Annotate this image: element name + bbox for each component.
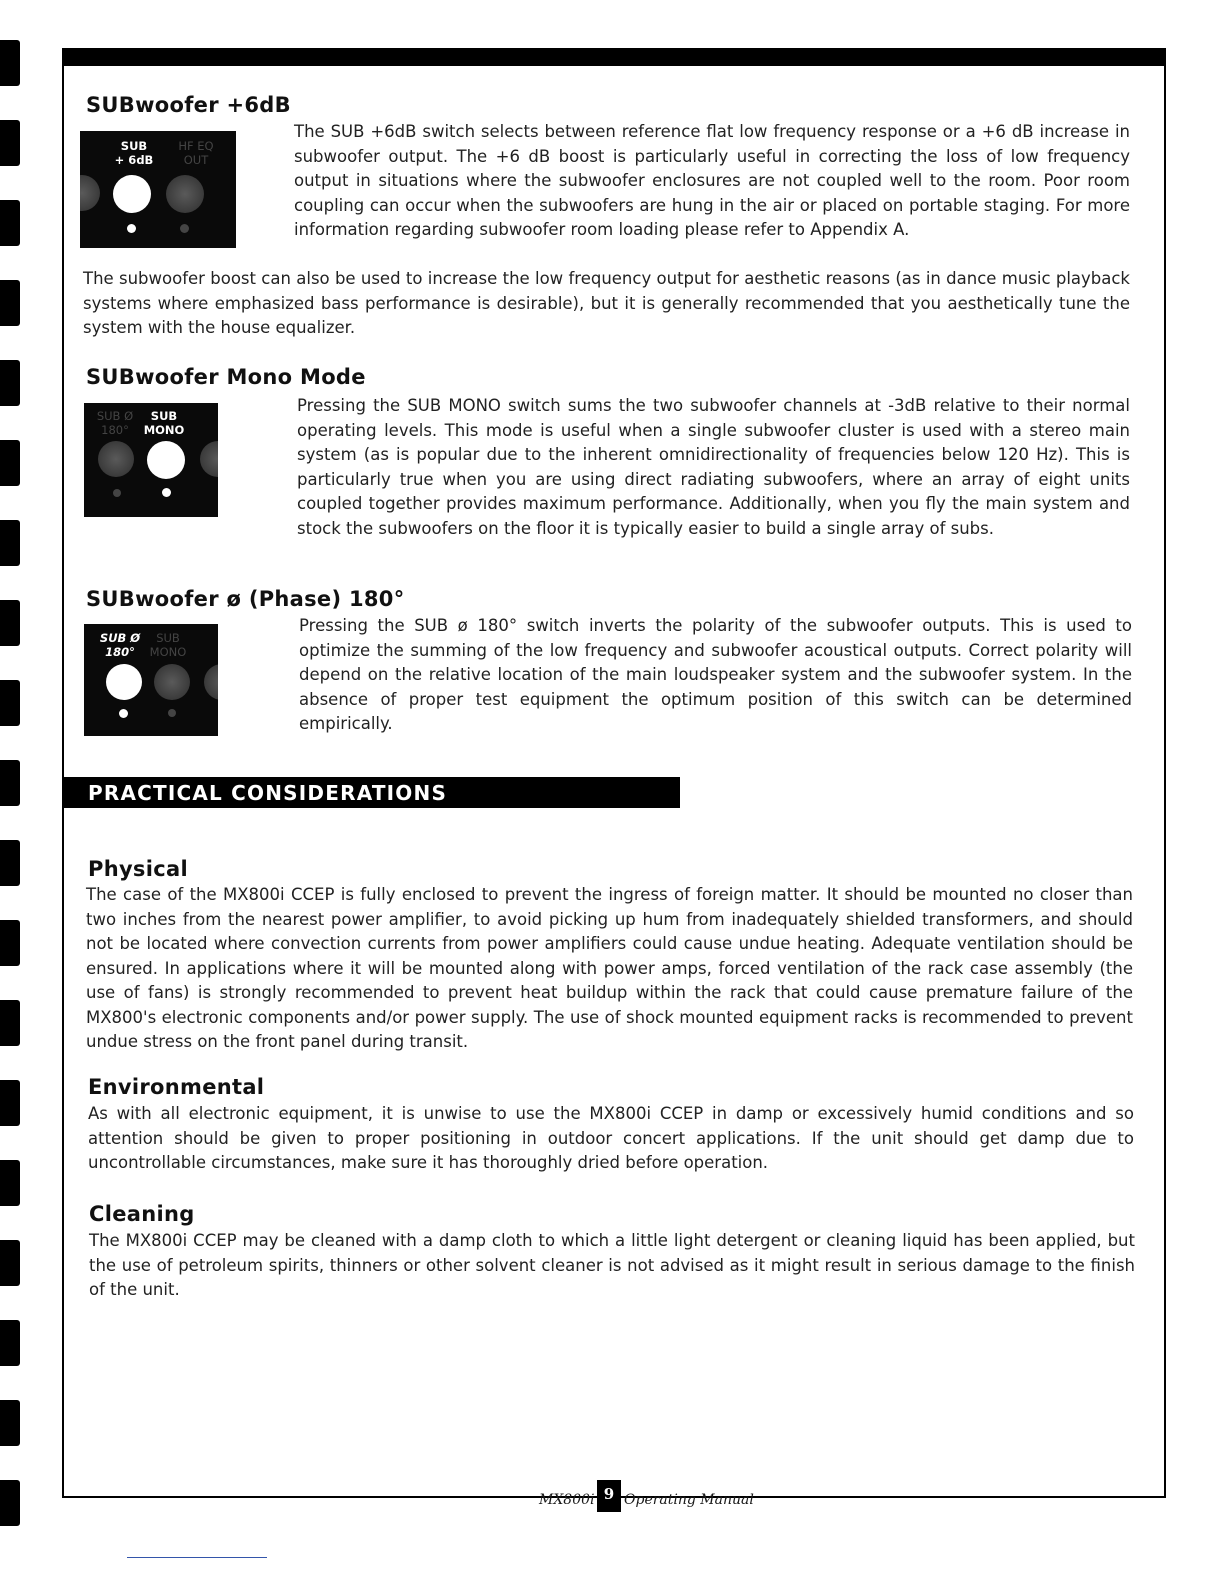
- led-indicator-icon: [119, 709, 128, 718]
- heading-physical: Physical: [88, 857, 188, 881]
- switch-knob-icon: [147, 441, 185, 479]
- banner-title: PRACTICAL CONSIDERATIONS: [88, 781, 448, 805]
- panel-label-dim: 180°: [101, 423, 129, 437]
- heading-cleaning: Cleaning: [89, 1202, 195, 1226]
- switch-knob-icon: [80, 175, 100, 211]
- heading-sub-phase: SUBwoofer ø (Phase) 180°: [86, 587, 405, 611]
- switch-knob-icon: [154, 664, 190, 700]
- switch-knob-icon: [200, 441, 218, 477]
- panel-label-dim: MONO: [149, 645, 187, 659]
- switch-knob-icon: [98, 441, 134, 477]
- panel-label: 180°: [105, 645, 135, 659]
- panel-label-dim: HF EQ: [178, 139, 214, 153]
- physical-paragraph: The case of the MX800i CCEP is fully enclosed to prevent the ingress of foreign matter. It should be mounted no closer than two inches from the nearest power amplifier, to avoid picking up hum from inadequately shielded transformers, and should not be located where convection currents from power amplifiers could cause undue heating. Adequate ventilation should be ensured. In applications where it will be mounted along with power amps, forced ventilation of the rack case assembly (the use of fans) is strongly recommended to prevent heat buildup within the rack that could cause premature failure of the MX800's electronic components and/or power supply. The use of shock mounted equipment racks is recommended to prevent undue stress on the front panel during transit.: [86, 885, 1133, 1051]
- led-indicator-icon: [162, 488, 171, 497]
- sub-mono-paragraph: Pressing the SUB MONO switch sums the two subwoofer channels at -3dB relative to their normal operating levels. This mode is useful when a single subwoofer cluster is used with a stereo main system (as is popular due to the inherent omnidirectionality of frequencies below 120 Hz). This is particularly true when you are using direct radiating subwoofers, where an array of eight units coupled together provides maximum performance. Additionally, when you fly the main system and stock the subwoofers on the floor it is typically easier to build a single array of subs.: [297, 396, 1130, 538]
- footer-model: MX800i: [539, 1492, 595, 1508]
- footer-manual-title: Operating Manual: [624, 1492, 754, 1508]
- panel-label: MONO: [143, 423, 185, 437]
- sub-6db-paragraph: The SUB +6dB switch selects between reference flat low frequency response or a +6 dB increase in subwoofer output. The +6 dB boost is particularly useful in correcting the loss of low frequency output in situations where the subwoofer enclosures are not coupled well to the room. Poor room coupling can occur when the subwoofers are hung in the air or placed on portable staging. For more information regarding subwoofer room loading please refer to Appendix A.: [294, 122, 1130, 239]
- sub-mono-panel-image: [84, 403, 218, 517]
- sub-6db-panel-image: [80, 131, 236, 248]
- switch-knob-icon: [166, 175, 204, 213]
- section-banner: [62, 777, 680, 808]
- panel-label-dim: SUB Ø: [96, 409, 134, 423]
- page-footer: [0, 1480, 1224, 1520]
- led-indicator-icon: [180, 224, 189, 233]
- heading-sub-6db: SUBwoofer +6dB: [86, 93, 291, 117]
- panel-label-dim: SUB: [156, 631, 180, 645]
- page-number: 9: [597, 1480, 621, 1512]
- switch-knob-icon: [106, 664, 142, 700]
- sub-phase-paragraph: Pressing the SUB ø 180° switch inverts the polarity of the subwoofer outputs. This is used to optimize the summing of the low frequency and subwoofer acoustical outputs. Correct polarity will depend on the relative location of the main loudspeaker system and the subwoofer system. In the absence of proper test equipment the optimum position of this switch can be determined empirically.: [299, 616, 1132, 733]
- led-indicator-icon: [168, 709, 176, 717]
- panel-label: SUB: [120, 139, 148, 153]
- panel-label: SUB: [150, 409, 178, 423]
- scan-underline: [127, 1557, 267, 1558]
- switch-knob-icon: [113, 175, 151, 213]
- led-indicator-icon: [113, 489, 121, 497]
- panel-label: + 6dB: [114, 153, 154, 167]
- sub-phase-panel-image: [84, 624, 218, 736]
- binding-holes: [0, 30, 22, 1550]
- sub-6db-paragraph-2: The subwoofer boost can also be used to increase the low frequency output for aesthetic reasons (as in dance music playback systems where emphasized bass performance is desirable), but it is generally recommended that you aesthetically tune the system with the house equalizer.: [83, 269, 1130, 337]
- cleaning-paragraph: The MX800i CCEP may be cleaned with a damp cloth to which a little light detergent or cleaning liquid has been applied, but the use of petroleum spirits, thinners or other solvent cleaner is not advised as it might result in serious damage to the finish of the unit.: [89, 1231, 1135, 1299]
- heading-environmental: Environmental: [88, 1075, 265, 1099]
- switch-knob-icon: [204, 664, 218, 700]
- led-indicator-icon: [127, 224, 136, 233]
- environmental-paragraph: As with all electronic equipment, it is unwise to use the MX800i CCEP in damp or excessively humid conditions and so attention should be given to proper positioning in outdoor concert applications. If the unit should get damp due to uncontrollable circumstances, make sure it has thoroughly dried before operation.: [88, 1104, 1134, 1172]
- panel-label: SUB Ø: [99, 631, 141, 645]
- heading-sub-mono: SUBwoofer Mono Mode: [86, 365, 366, 389]
- panel-label-dim: OUT: [183, 153, 209, 167]
